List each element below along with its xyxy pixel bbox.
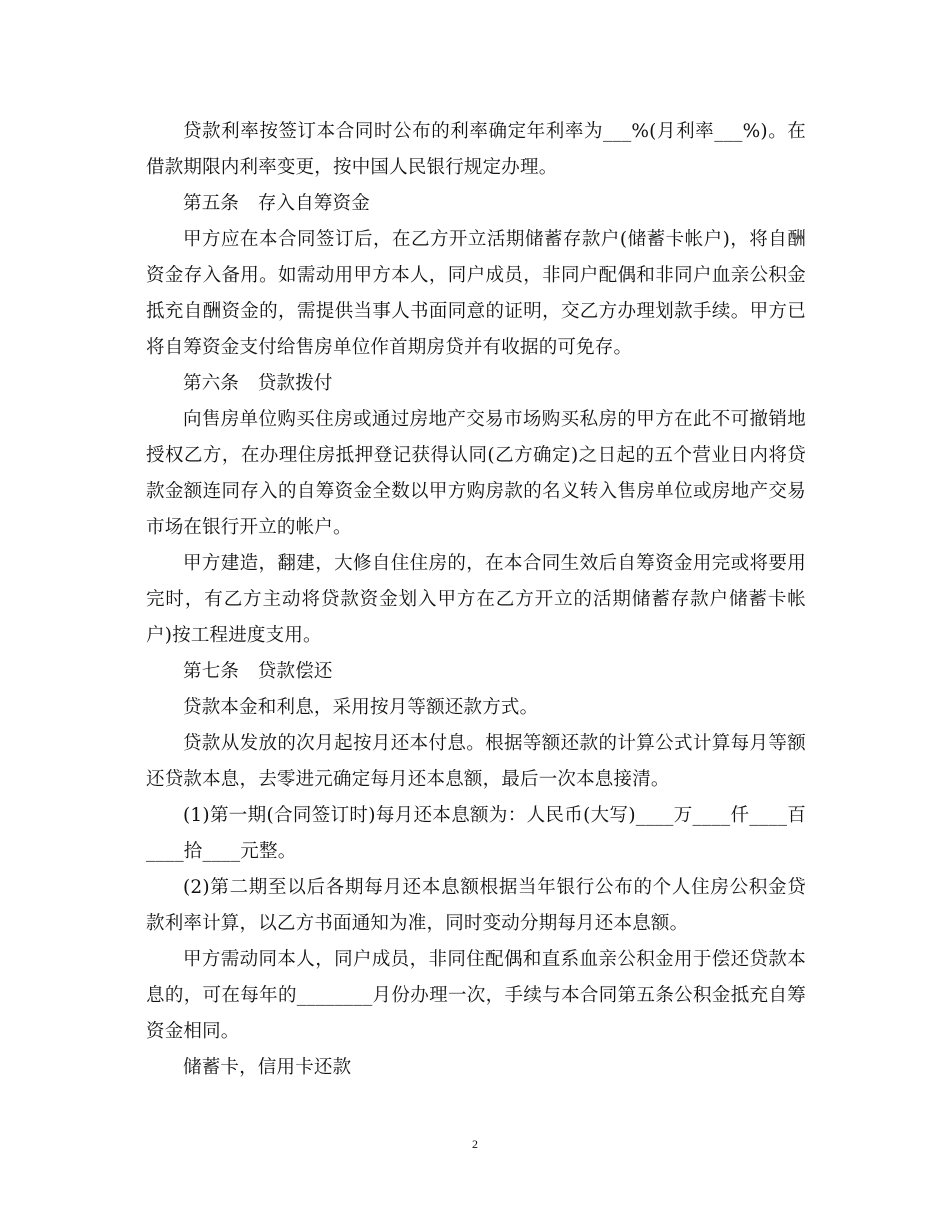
paragraph-later-periods: (2)第二期至以后各期每月还本息额根据当年银行公布的个人住房公积金贷款利率计算，以乙方书面通知为准，同时变动分期每月还本息额。 [146, 877, 806, 934]
heading-article-7: 第七条 贷款偿还 [183, 661, 333, 682]
paragraph-provident-fund-repayment: 甲方需动同本人，同户成员，非同住配偶和直系血亲公积金用于偿还贷款本息的，可在每年的________月份办理一次，手续与本合同第五条公积金抵充自筹资金相同。 [146, 949, 806, 1042]
heading-article-5: 第五条 存入自筹资金 [183, 193, 371, 214]
paragraph-self-funds: 甲方应在本合同签订后，在乙方开立活期储蓄存款户(储蓄卡帐户)，将自酬资金存入备用。如需动用甲方本人，同户成员，非同户配偶和非同户血亲公积金抵充自酬资金的，需提供当事人书面同意的证明，交乙方办理划款手续。甲方已将自筹资金支付给售房单位作首期房贷并有收据的可免存。 [146, 229, 806, 358]
paragraph-construction-disbursement: 甲方建造，翻建，大修自住住房的，在本合同生效后自筹资金用完或将要用完时，有乙方主动将贷款资金划入甲方在乙方开立的活期储蓄存款户储蓄卡帐户)按工程进度支用。 [146, 553, 806, 646]
paragraph-card-repayment: 储蓄卡，信用卡还款 [183, 1057, 352, 1078]
page-number: 2 [472, 1137, 478, 1151]
paragraph-first-period-amount: (1)第一期(合同签订时)每月还本息额为：人民币(大写)____万____仟____百____拾____元整。 [146, 805, 806, 862]
document-body [146, 114, 806, 1086]
paragraph-disbursement-authorization: 向售房单位购买住房或通过房地产交易市场购买私房的甲方在此不可撤销地授权乙方，在办理住房抵押登记获得认同(乙方确定)之日起的五个营业日内将贷款金额连同存入的自筹资金全数以甲方购房款的名义转入售房单位或房地产交易市场在银行开立的帐户。 [146, 409, 806, 538]
paragraph-repayment-schedule: 贷款从发放的次月起按月还本付息。根据等额还款的计算公式计算每月等额还贷款本息，去零进元确定每月还本息额，最后一次本息接清。 [146, 733, 806, 790]
paragraph-repayment-method: 贷款本金和利息，采用按月等额还款方式。 [183, 697, 539, 718]
paragraph-interest-rate: 贷款利率按签订本合同时公布的利率确定年利率为___%(月利率___%)。在借款期限内利率变更，按中国人民银行规定办理。 [146, 121, 806, 178]
heading-article-6: 第六条 贷款拨付 [183, 373, 333, 394]
